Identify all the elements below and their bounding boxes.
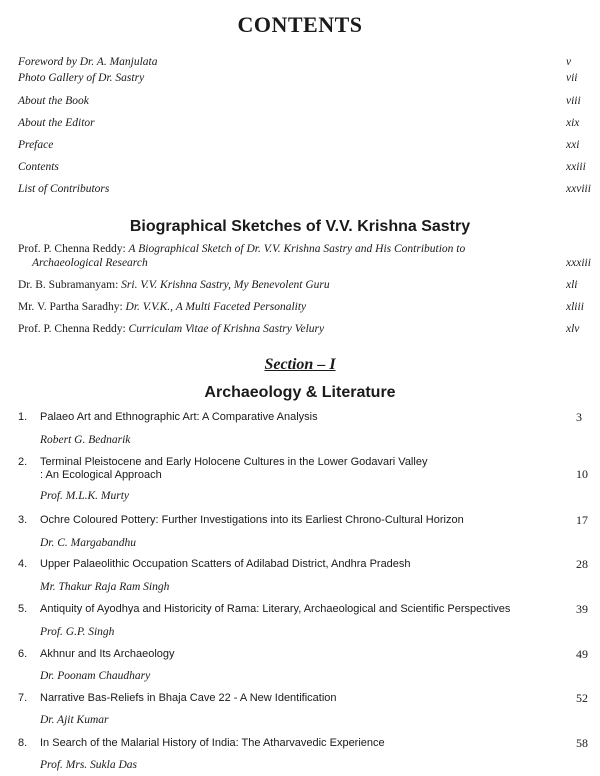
entry-title: A Biographical Sketch of Dr. V.V. Krishna Sastry and His Contribution to xyxy=(128,243,466,255)
toc-entry-about-editor[interactable] xyxy=(18,117,578,133)
entry-title: Dr. V.V.K., A Multi Faceted Personality xyxy=(125,301,307,313)
item-title: Ochre Coloured Pottery: Further Investigations into its Earliest Chrono-Cultural Horizon xyxy=(40,514,464,526)
item-author: Prof. G.P. Singh xyxy=(40,626,115,638)
item-title: Terminal Pleistocene and Early Holocene Cultures in the Lower Godavari Valley xyxy=(40,456,428,468)
entry-title: Curriculam Vitae of Krishna Sastry Velury xyxy=(128,323,325,335)
item-title: Palaeo Art and Ethnographic Art: A Comparative Analysis xyxy=(40,411,318,423)
item-number: 5. xyxy=(18,603,28,615)
item-title: Antiquity of Ayodhya and Historicity of Rama: Literary, Archaeological and Scientific Perspectives xyxy=(40,603,511,615)
item-page: 17 xyxy=(576,513,588,527)
item-page: 49 xyxy=(576,647,588,661)
entry-title: Preface xyxy=(18,139,54,151)
entry-page: xxiii xyxy=(566,161,586,173)
item-number: 3. xyxy=(18,514,28,526)
entry-title: Contents xyxy=(18,161,59,173)
item-number: 7. xyxy=(18,692,28,704)
item-author: Robert G. Bednarik xyxy=(40,434,131,446)
item-title: In Search of the Malarial History of India: The Atharvavedic Experience xyxy=(40,737,385,749)
item-title: Upper Palaeolithic Occupation Scatters of Adilabad District, Andhra Pradesh xyxy=(40,558,411,570)
toc-entry-about-book[interactable] xyxy=(18,95,581,111)
entry-author: Prof. P. Chenna Reddy: xyxy=(18,243,126,255)
toc-entry-foreword[interactable] xyxy=(18,56,578,72)
entry-title: Photo Gallery of Dr. Sastry xyxy=(18,72,145,84)
item-author: Prof. Mrs. Sukla Das xyxy=(40,759,138,771)
entry-title-cont: Archaeological Research xyxy=(32,257,148,269)
item-number: 4. xyxy=(18,558,28,570)
entry-page: xxviii xyxy=(566,183,591,195)
item-number: 8. xyxy=(18,737,28,749)
entry-page: xxi xyxy=(566,139,580,151)
toc-entry-preface[interactable] xyxy=(18,139,578,155)
entry-page: xliii xyxy=(566,301,584,313)
item-page: 58 xyxy=(576,736,588,750)
entry-title: List of Contributors xyxy=(18,183,110,195)
entry-page: viii xyxy=(566,95,581,107)
item-title: Akhnur and Its Archaeology xyxy=(40,648,175,660)
item-author: Prof. M.L.K. Murty xyxy=(40,490,130,502)
item-page: 28 xyxy=(576,557,588,571)
entry-page: xxxiii xyxy=(566,257,591,269)
entry-author: Dr. B. Subramanyam: xyxy=(18,279,119,291)
entry-author: Mr. V. Partha Saradhy: xyxy=(18,301,123,313)
toc-entry-photo-gallery[interactable] xyxy=(18,72,578,88)
item-title-cont: : An Ecological Approach xyxy=(40,469,162,481)
entry-page: xix xyxy=(566,117,580,129)
item-page: 10 xyxy=(576,467,588,481)
entry-author: Prof. P. Chenna Reddy: xyxy=(18,323,126,335)
item-page: 52 xyxy=(576,691,588,705)
item-author: Dr. C. Margabandhu xyxy=(40,537,137,549)
bio-section-heading: Biographical Sketches of V.V. Krishna Sastry xyxy=(129,218,471,235)
entry-title: Foreword by Dr. A. Manjulata xyxy=(18,56,158,68)
item-page: 3 xyxy=(576,410,582,424)
item-author: Dr. Ajit Kumar xyxy=(40,714,109,726)
item-number: 1. xyxy=(18,411,28,423)
toc-entry-contributors[interactable] xyxy=(18,183,591,199)
item-author: Mr. Thakur Raja Ram Singh xyxy=(40,581,170,593)
item-author: Dr. Poonam Chaudhary xyxy=(40,670,151,682)
page-title: CONTENTS xyxy=(237,12,363,37)
item-page: 39 xyxy=(576,602,588,616)
bio-entry[interactable] xyxy=(18,278,578,292)
entry-title: About the Book xyxy=(18,95,89,107)
entry-page: xli xyxy=(566,279,578,291)
section-subtitle: Archaeology & Literature xyxy=(204,384,396,401)
item-number: 2. xyxy=(18,456,28,468)
toc-entry-contents[interactable] xyxy=(18,161,586,177)
entry-title: About the Editor xyxy=(18,117,95,129)
entry-title: Sri. V.V. Krishna Sastry, My Benevolent Guru xyxy=(121,279,330,291)
bio-entry[interactable] xyxy=(18,300,584,314)
entry-page: xlv xyxy=(566,323,580,335)
entry-page: vii xyxy=(566,72,578,84)
bio-entry[interactable] xyxy=(18,242,591,270)
item-title: Narrative Bas-Reliefs in Bhaja Cave 22 - A New Identification xyxy=(40,692,337,704)
item-number: 6. xyxy=(18,648,28,660)
section-title: Section – I xyxy=(264,356,336,373)
entry-page: v xyxy=(566,56,572,68)
bio-entry[interactable] xyxy=(18,322,578,336)
